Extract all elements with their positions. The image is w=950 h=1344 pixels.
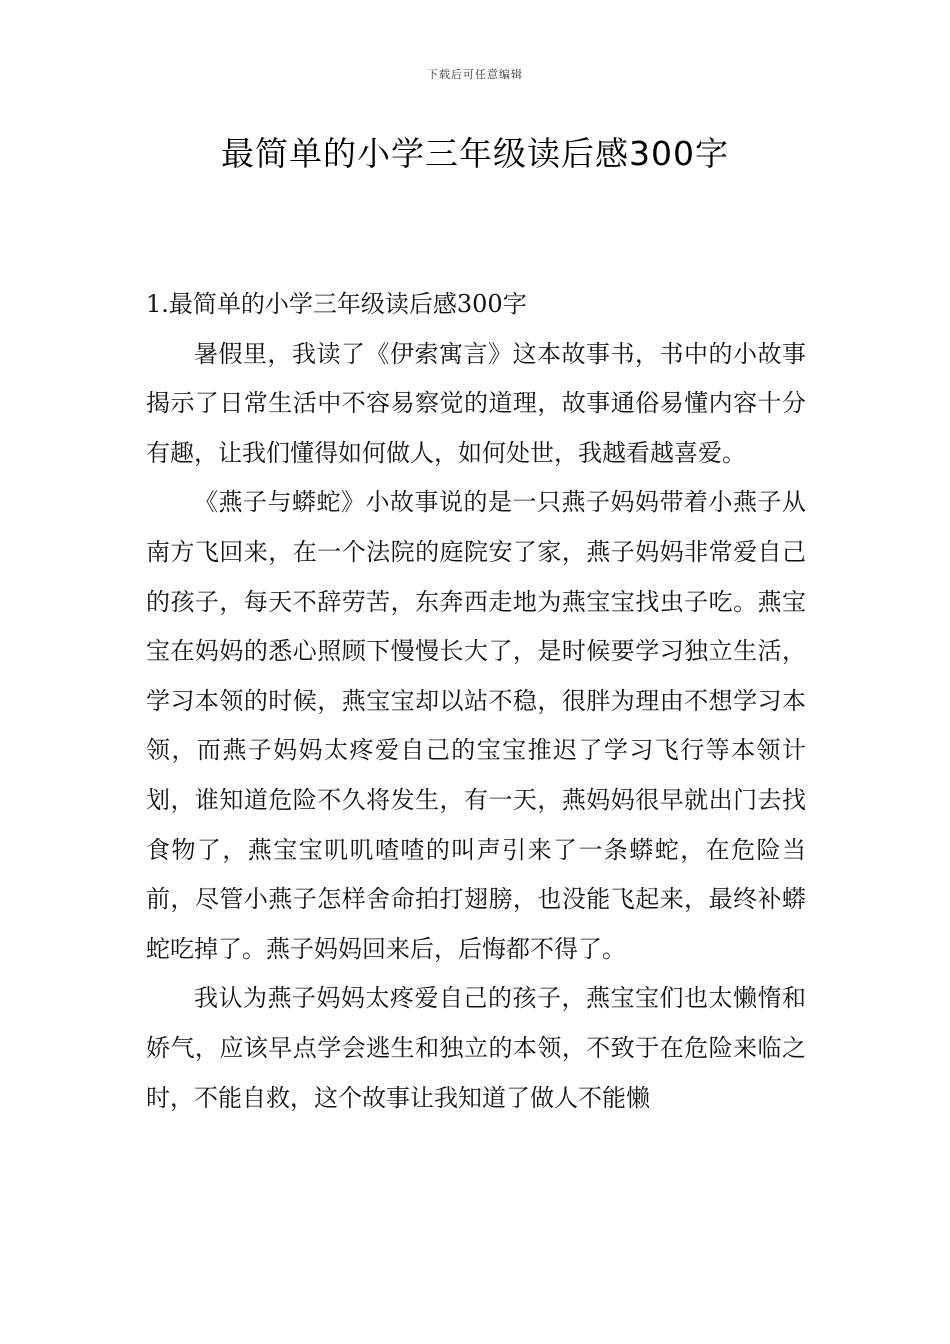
- paragraph-2: 《燕子与蟒蛇》小故事说的是一只燕子妈妈带着小燕子从南方飞回来，在一个法院的庭院安了家，燕子妈妈非常爱自己的孩子，每天不辞劳苦，东奔西走地为燕宝宝找虫子吃。燕宝宝在妈妈的悉心照顾下慢慢长大了，是时候要学习独立生活，学习本领的时候，燕宝宝却以站不稳，很胖为理由不想学习本领，而燕子妈妈太疼爱自己的宝宝推迟了学习飞行等本领计划，谁知道危险不久将发生，有一天，燕妈妈很早就出门去找食物了，燕宝宝叽叽喳喳的叫声引来了一条蟒蛇，在危险当前，尽管小燕子怎样舍命拍打翅膀，也没能飞起来，最终补蟒蛇吃掉了。燕子妈妈回来后，后悔都不得了。: [146, 488, 806, 963]
- paragraph-1: 暑假里，我读了《伊索寓言》这本故事书，书中的小故事揭示了日常生活中不容易察觉的道理，故事通俗易懂内容十分有趣，让我们懂得如何做人，如何处世，我越看越喜爱。: [146, 339, 806, 467]
- document-title: 最简单的小学三年级读后感300字: [221, 134, 729, 173]
- document-body: [146, 280, 806, 1123]
- header-note: 下载后可任意编辑: [427, 68, 523, 81]
- section-heading: 1.最简单的小学三年级读后感300字: [146, 290, 527, 318]
- paragraph-3: 我认为燕子妈妈太疼爱自己的孩子，燕宝宝们也太懒惰和娇气，应该早点学会逃生和独立的本领，不致于在危险来临之时，不能自救，这个故事让我知道了做人不能懒: [146, 984, 806, 1112]
